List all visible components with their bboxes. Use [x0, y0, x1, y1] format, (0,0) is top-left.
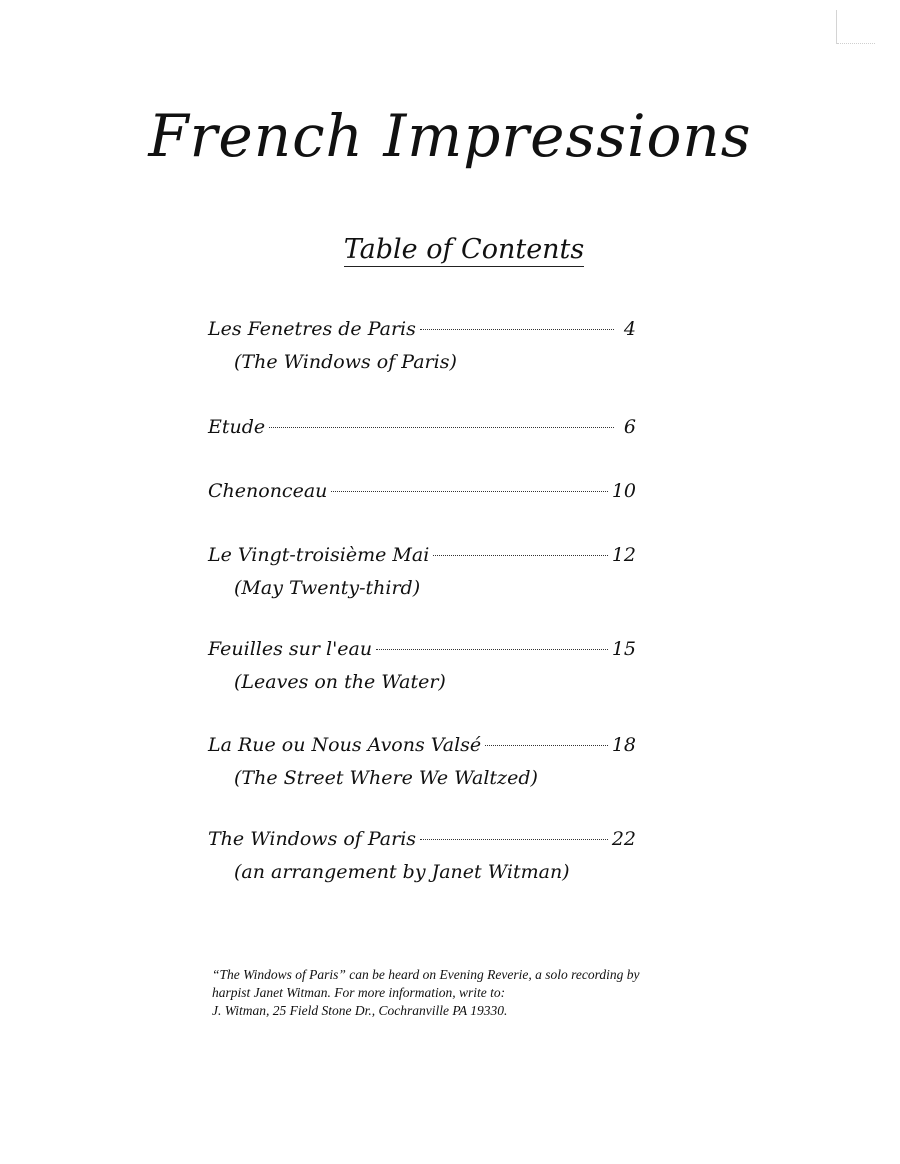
- toc-entry-line: [208, 632, 636, 666]
- toc-entry: [208, 474, 640, 508]
- toc-entry: [208, 632, 640, 698]
- toc-entry-line: [208, 728, 636, 762]
- toc-entry-title: Chenonceau: [208, 480, 328, 502]
- toc-heading: [0, 230, 900, 270]
- footnote-line: harpist Janet Witman. For more information, write to:: [212, 985, 506, 1000]
- toc-entry-page: 6: [623, 416, 636, 438]
- toc-entry: [208, 312, 640, 378]
- toc-entry-subtitle: (Leaves on the Water): [234, 671, 446, 693]
- toc-entry-title: Le Vingt-troisième Mai: [208, 544, 430, 566]
- footnote-line: J. Witman, 25 Field Stone Dr., Cochranville PA 19330.: [212, 1003, 508, 1018]
- toc-entry: [208, 410, 640, 444]
- crop-mark: [836, 10, 875, 44]
- footnote: [212, 966, 712, 1020]
- toc-entry-title: La Rue ou Nous Avons Valsé: [208, 734, 482, 756]
- dot-leader: [331, 491, 607, 492]
- toc-entry: [208, 728, 640, 794]
- dot-leader: [376, 649, 608, 650]
- toc-entry-title: Feuilles sur l'eau: [208, 638, 373, 660]
- toc-entry-page: 22: [611, 828, 636, 850]
- toc-entry-title: Etude: [208, 416, 266, 438]
- toc-entry-line: [208, 474, 636, 508]
- toc-entry-page: 15: [611, 638, 636, 660]
- toc-entry-page: 12: [611, 544, 636, 566]
- dot-leader: [433, 555, 608, 556]
- toc-entry-page: 4: [623, 318, 636, 340]
- toc-entry-subtitle: (an arrangement by Janet Witman): [234, 861, 570, 883]
- toc-entry-line: [208, 822, 636, 856]
- toc-entry-subtitle: (May Twenty-third): [234, 577, 421, 599]
- footnote-line: “The Windows of Paris” can be heard on Evening Reverie, a solo recording by: [212, 967, 640, 982]
- toc-entry-page: 10: [611, 480, 636, 502]
- dot-leader: [420, 329, 614, 330]
- toc-entry-subtitle: (The Windows of Paris): [234, 351, 457, 373]
- dot-leader: [420, 839, 608, 840]
- toc-entry: [208, 538, 640, 604]
- toc-heading-text: Table of Contents: [343, 234, 585, 265]
- toc-entry: [208, 822, 640, 888]
- toc-entry-line: [208, 312, 636, 346]
- toc-entry-subtitle: (The Street Where We Waltzed): [234, 767, 538, 789]
- toc-entry-title: The Windows of Paris: [208, 828, 417, 850]
- dot-leader: [485, 745, 608, 746]
- toc-entry-page: 18: [611, 734, 636, 756]
- toc-entry-title: Les Fenetres de Paris: [208, 318, 416, 340]
- toc-entry-line: [208, 538, 636, 572]
- page-title: French Impressions: [148, 102, 752, 170]
- dot-leader: [269, 427, 614, 428]
- toc-entry-line: [208, 410, 636, 444]
